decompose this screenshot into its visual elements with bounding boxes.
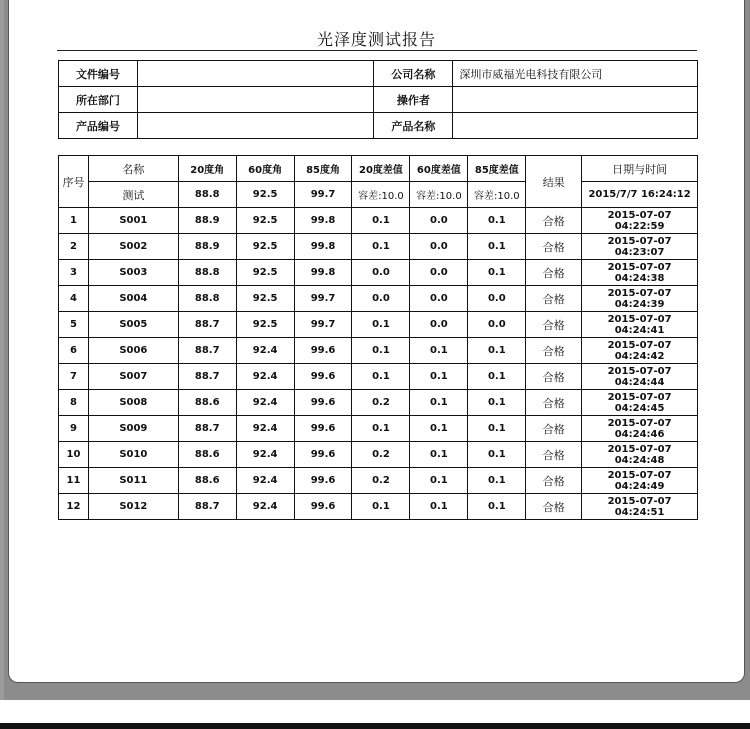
ref-tol60: 容差:10.0 — [410, 182, 468, 208]
row-result: 合格 — [526, 312, 582, 338]
info-row — [59, 113, 698, 139]
row-diff20: 0.2 — [352, 442, 410, 468]
row-name: S003 — [88, 260, 178, 286]
col-deg60: 60度角 — [236, 156, 294, 182]
row-result: 合格 — [526, 416, 582, 442]
row-diff85: 0.1 — [468, 468, 526, 494]
col-datetime: 日期与时间 — [582, 156, 698, 182]
ref-deg85: 99.7 — [294, 182, 352, 208]
row-deg60: 92.5 — [236, 208, 294, 234]
row-deg20: 88.8 — [178, 260, 236, 286]
title-divider — [57, 50, 697, 51]
operator-label: 操作者 — [374, 87, 453, 113]
row-datetime: 2015-07-07 04:22:59 — [582, 208, 698, 234]
row-deg20: 88.7 — [178, 494, 236, 520]
row-result: 合格 — [526, 494, 582, 520]
row-no: 2 — [59, 234, 89, 260]
row-diff20: 0.1 — [352, 494, 410, 520]
row-datetime: 2015-07-07 04:24:42 — [582, 338, 698, 364]
row-diff60: 0.1 — [410, 416, 468, 442]
row-name: S007 — [88, 364, 178, 390]
row-name: S012 — [88, 494, 178, 520]
row-diff85: 0.1 — [468, 338, 526, 364]
row-diff60: 0.0 — [410, 312, 468, 338]
info-row — [59, 87, 698, 113]
col-seq: 序号 — [59, 156, 89, 208]
table-row — [59, 286, 698, 312]
row-diff20: 0.2 — [352, 468, 410, 494]
row-datetime: 2015-07-07 04:24:51 — [582, 494, 698, 520]
row-diff60: 0.1 — [410, 468, 468, 494]
row-diff20: 0.1 — [352, 234, 410, 260]
row-result: 合格 — [526, 208, 582, 234]
product-no-field — [137, 113, 374, 139]
row-diff85: 0.1 — [468, 390, 526, 416]
row-diff85: 0.1 — [468, 494, 526, 520]
row-no: 12 — [59, 494, 89, 520]
ref-deg60: 92.5 — [236, 182, 294, 208]
row-datetime: 2015-07-07 04:24:39 — [582, 286, 698, 312]
col-deg20: 20度角 — [178, 156, 236, 182]
row-deg20: 88.6 — [178, 442, 236, 468]
row-deg60: 92.4 — [236, 494, 294, 520]
ref-name: 测试 — [88, 182, 178, 208]
row-diff60: 0.0 — [410, 208, 468, 234]
row-deg20: 88.7 — [178, 416, 236, 442]
row-deg85: 99.6 — [294, 364, 352, 390]
row-diff20: 0.2 — [352, 390, 410, 416]
row-no: 3 — [59, 260, 89, 286]
col-result: 结果 — [526, 156, 582, 208]
info-row — [59, 61, 698, 87]
row-diff85: 0.0 — [468, 312, 526, 338]
table-row — [59, 312, 698, 338]
row-result: 合格 — [526, 390, 582, 416]
row-deg85: 99.6 — [294, 442, 352, 468]
row-diff60: 0.1 — [410, 364, 468, 390]
row-no: 9 — [59, 416, 89, 442]
table-row — [59, 260, 698, 286]
row-datetime: 2015-07-07 04:23:07 — [582, 234, 698, 260]
row-result: 合格 — [526, 260, 582, 286]
col-diff85: 85度差值 — [468, 156, 526, 182]
ref-tol85: 容差:10.0 — [468, 182, 526, 208]
row-deg85: 99.8 — [294, 260, 352, 286]
row-no: 8 — [59, 390, 89, 416]
report-title: 光泽度测试报告 — [316, 30, 436, 49]
product-name-field — [453, 113, 698, 139]
row-datetime: 2015-07-07 04:24:41 — [582, 312, 698, 338]
product-no-label: 产品编号 — [59, 113, 138, 139]
col-diff60: 60度差值 — [410, 156, 468, 182]
table-row — [59, 442, 698, 468]
ref-datetime: 2015/7/7 16:24:12 — [582, 182, 698, 208]
row-no: 6 — [59, 338, 89, 364]
row-deg85: 99.7 — [294, 286, 352, 312]
row-datetime: 2015-07-07 04:24:46 — [582, 416, 698, 442]
row-datetime: 2015-07-07 04:24:38 — [582, 260, 698, 286]
table-row — [59, 390, 698, 416]
row-deg20: 88.9 — [178, 234, 236, 260]
row-deg60: 92.5 — [236, 286, 294, 312]
row-deg20: 88.6 — [178, 468, 236, 494]
frame-edge — [0, 0, 4, 700]
row-deg60: 92.4 — [236, 364, 294, 390]
row-deg20: 88.7 — [178, 338, 236, 364]
row-result: 合格 — [526, 234, 582, 260]
row-result: 合格 — [526, 468, 582, 494]
file-no-field — [137, 61, 374, 87]
row-diff85: 0.1 — [468, 234, 526, 260]
ref-deg20: 88.8 — [178, 182, 236, 208]
row-name: S002 — [88, 234, 178, 260]
company-field: 深圳市威福光电科技有限公司 — [453, 61, 698, 87]
row-diff20: 0.1 — [352, 312, 410, 338]
row-name: S005 — [88, 312, 178, 338]
measurement-table — [58, 155, 698, 520]
row-diff85: 0.0 — [468, 286, 526, 312]
row-diff60: 0.1 — [410, 494, 468, 520]
row-datetime: 2015-07-07 04:24:48 — [582, 442, 698, 468]
row-diff60: 0.0 — [410, 260, 468, 286]
row-deg85: 99.6 — [294, 416, 352, 442]
row-deg60: 92.4 — [236, 442, 294, 468]
row-diff60: 0.1 — [410, 390, 468, 416]
row-datetime: 2015-07-07 04:24:45 — [582, 390, 698, 416]
row-diff20: 0.1 — [352, 338, 410, 364]
row-diff20: 0.1 — [352, 208, 410, 234]
row-result: 合格 — [526, 338, 582, 364]
row-datetime: 2015-07-07 04:24:44 — [582, 364, 698, 390]
col-name: 名称 — [88, 156, 178, 182]
row-name: S004 — [88, 286, 178, 312]
row-diff20: 0.0 — [352, 286, 410, 312]
table-row — [59, 494, 698, 520]
row-deg85: 99.7 — [294, 312, 352, 338]
row-deg20: 88.9 — [178, 208, 236, 234]
table-row — [59, 338, 698, 364]
row-name: S001 — [88, 208, 178, 234]
bottom-border — [0, 723, 750, 729]
row-deg60: 92.4 — [236, 338, 294, 364]
row-diff60: 0.1 — [410, 442, 468, 468]
row-diff20: 0.1 — [352, 364, 410, 390]
row-deg85: 99.6 — [294, 494, 352, 520]
row-name: S011 — [88, 468, 178, 494]
table-row — [59, 234, 698, 260]
table-row — [59, 364, 698, 390]
row-diff60: 0.0 — [410, 286, 468, 312]
report-sheet — [8, 0, 745, 683]
row-deg20: 88.7 — [178, 364, 236, 390]
reference-row — [59, 182, 698, 208]
row-diff85: 0.1 — [468, 364, 526, 390]
row-deg85: 99.6 — [294, 468, 352, 494]
row-deg60: 92.4 — [236, 390, 294, 416]
row-no: 7 — [59, 364, 89, 390]
row-deg85: 99.8 — [294, 234, 352, 260]
row-no: 10 — [59, 442, 89, 468]
row-deg60: 92.5 — [236, 234, 294, 260]
dept-field — [137, 87, 374, 113]
col-deg85: 85度角 — [294, 156, 352, 182]
row-deg60: 92.4 — [236, 468, 294, 494]
row-deg60: 92.5 — [236, 260, 294, 286]
table-row — [59, 468, 698, 494]
row-no: 11 — [59, 468, 89, 494]
row-diff20: 0.1 — [352, 416, 410, 442]
row-name: S006 — [88, 338, 178, 364]
row-deg85: 99.6 — [294, 338, 352, 364]
row-no: 1 — [59, 208, 89, 234]
row-deg20: 88.6 — [178, 390, 236, 416]
row-diff85: 0.1 — [468, 416, 526, 442]
product-name-label: 产品名称 — [374, 113, 453, 139]
row-diff85: 0.1 — [468, 260, 526, 286]
row-no: 4 — [59, 286, 89, 312]
row-diff85: 0.1 — [468, 442, 526, 468]
row-deg60: 92.4 — [236, 416, 294, 442]
header-row — [59, 156, 698, 182]
company-label: 公司名称 — [374, 61, 453, 87]
row-diff85: 0.1 — [468, 208, 526, 234]
info-table — [58, 60, 698, 139]
row-deg60: 92.5 — [236, 312, 294, 338]
dept-label: 所在部门 — [59, 87, 138, 113]
ref-tol20: 容差:10.0 — [352, 182, 410, 208]
row-deg85: 99.6 — [294, 390, 352, 416]
file-no-label: 文件编号 — [59, 61, 138, 87]
row-name: S010 — [88, 442, 178, 468]
table-row — [59, 208, 698, 234]
row-diff20: 0.0 — [352, 260, 410, 286]
operator-field — [453, 87, 698, 113]
row-deg20: 88.7 — [178, 312, 236, 338]
row-datetime: 2015-07-07 04:24:49 — [582, 468, 698, 494]
table-row — [59, 416, 698, 442]
row-deg85: 99.8 — [294, 208, 352, 234]
col-diff20: 20度差值 — [352, 156, 410, 182]
row-name: S008 — [88, 390, 178, 416]
row-deg20: 88.8 — [178, 286, 236, 312]
row-diff60: 0.0 — [410, 234, 468, 260]
row-result: 合格 — [526, 364, 582, 390]
row-diff60: 0.1 — [410, 338, 468, 364]
row-name: S009 — [88, 416, 178, 442]
row-result: 合格 — [526, 286, 582, 312]
row-no: 5 — [59, 312, 89, 338]
row-result: 合格 — [526, 442, 582, 468]
